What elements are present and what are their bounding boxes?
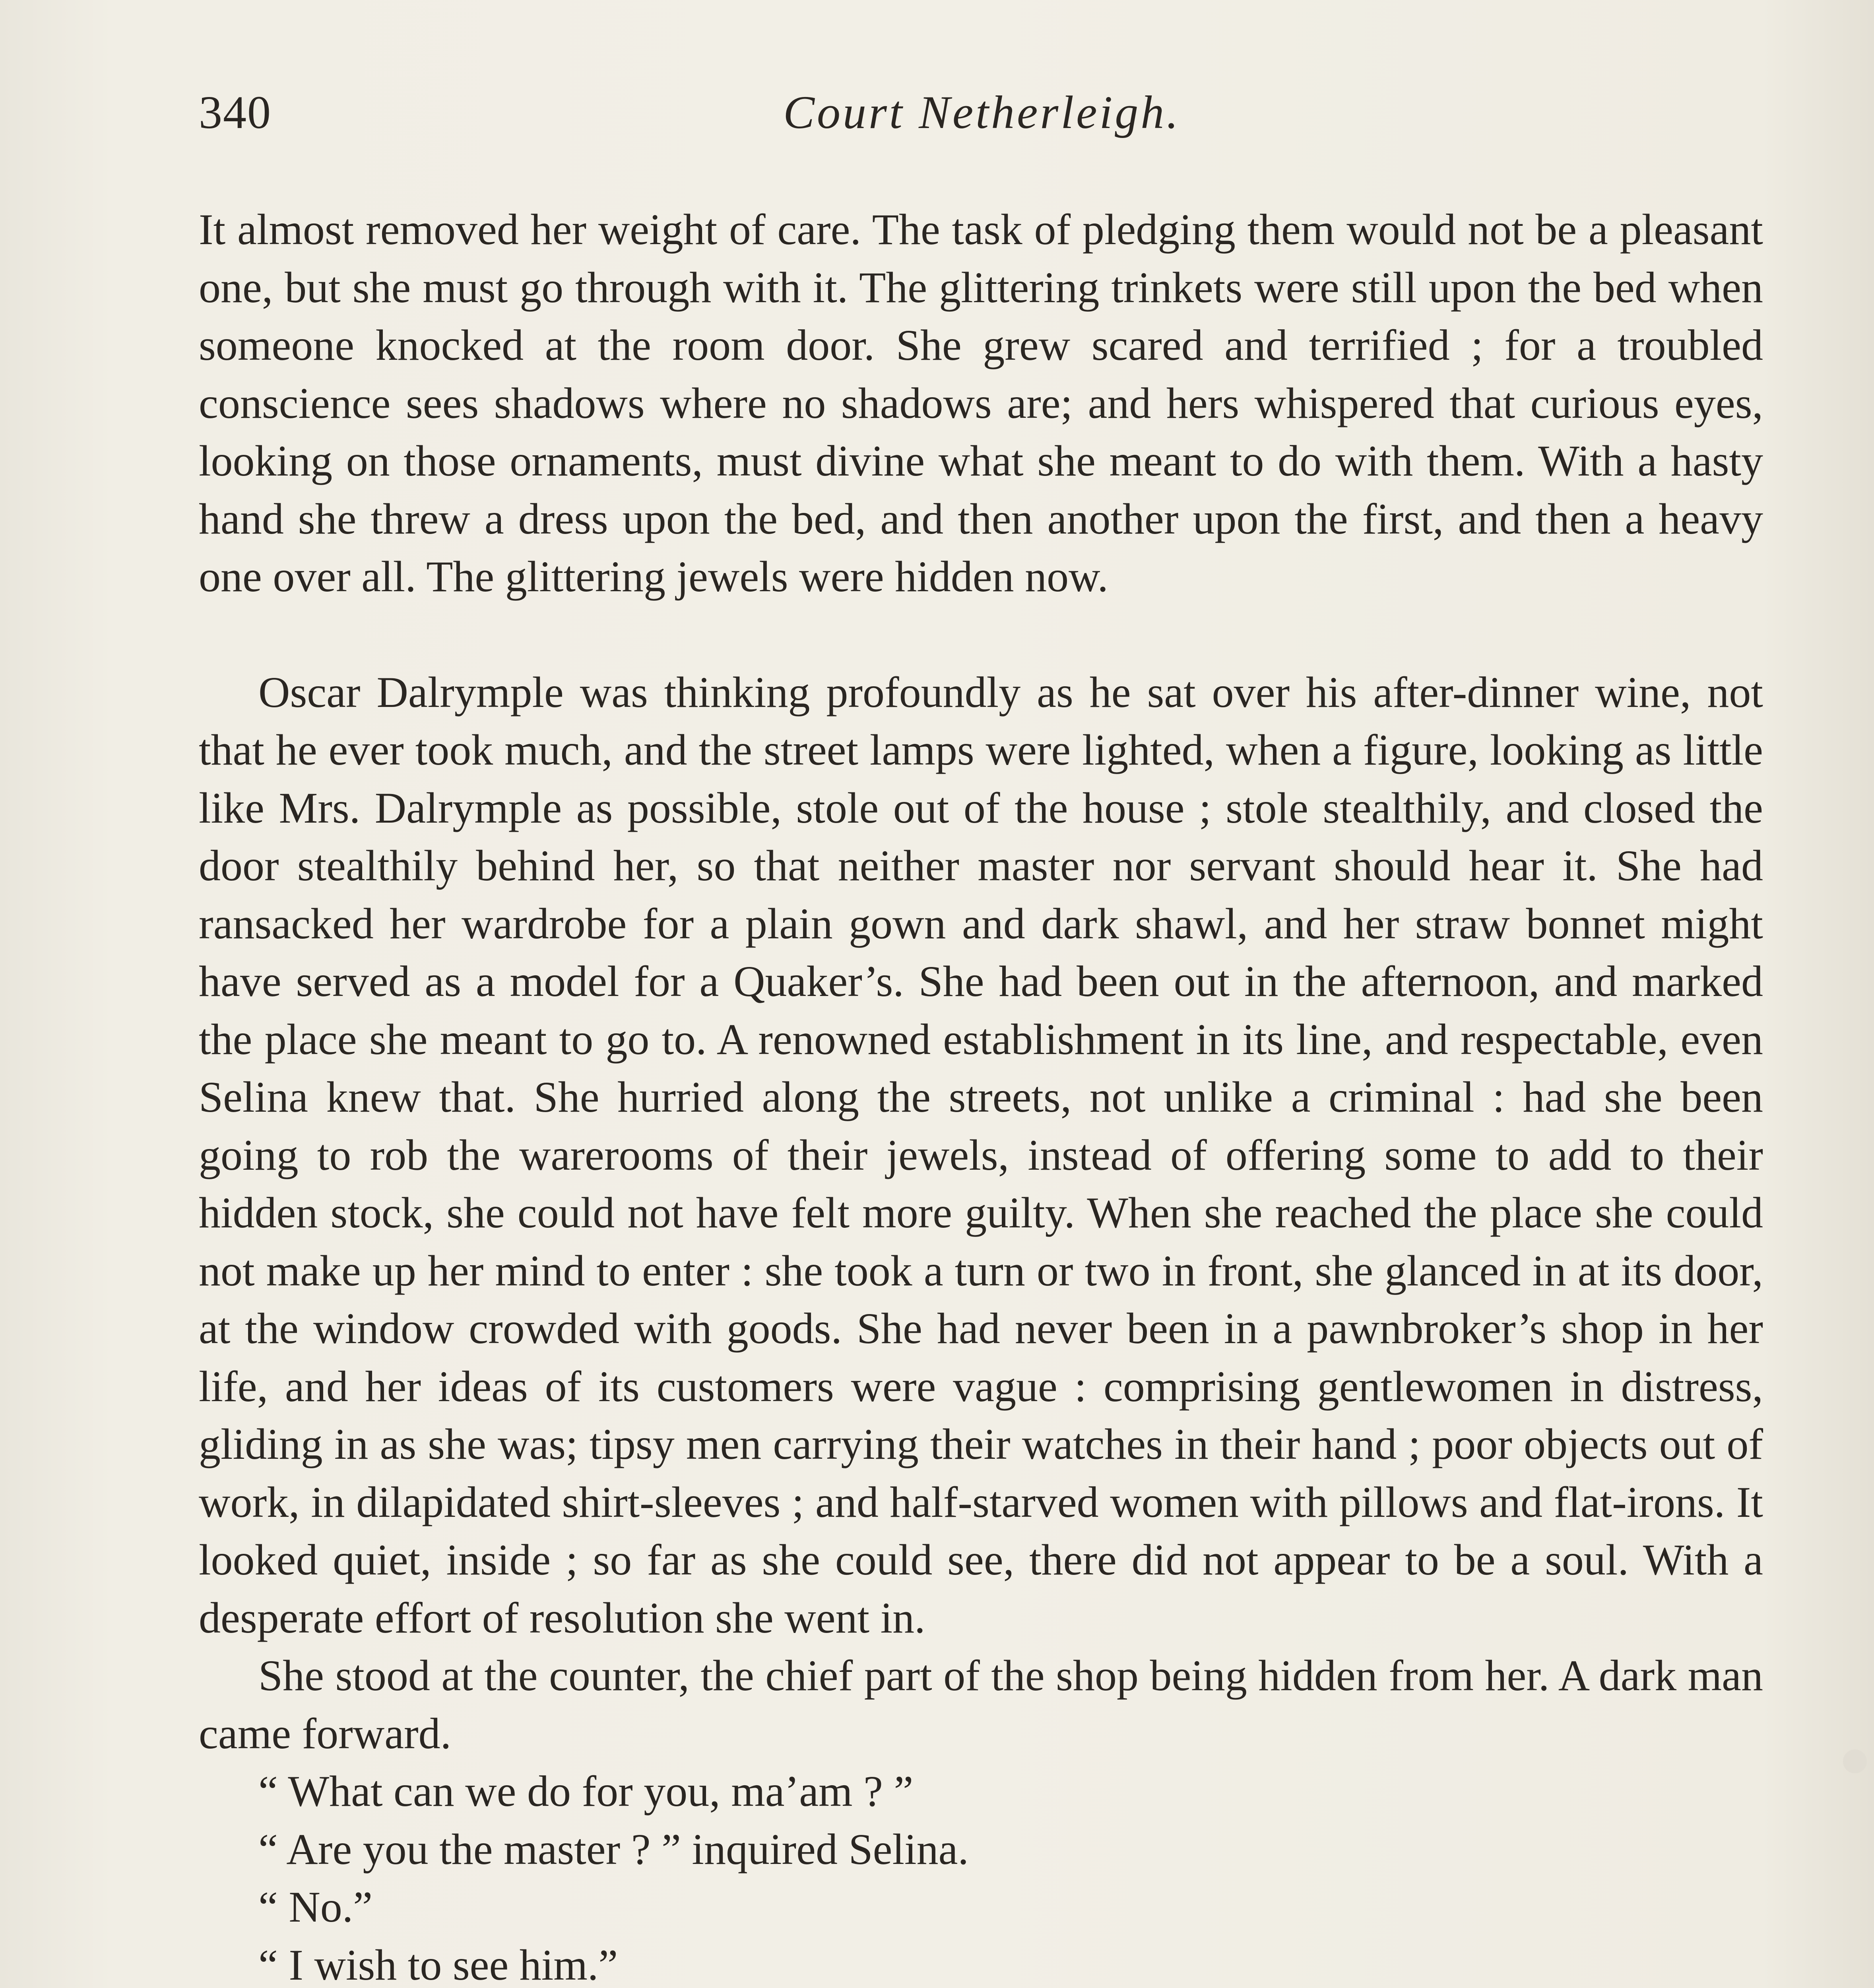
running-head: Court Netherleigh. bbox=[783, 86, 1181, 138]
page-header bbox=[199, 85, 1765, 149]
dialogue-line: “ I wish to see him.” bbox=[258, 1940, 618, 1988]
page-number: 340 bbox=[199, 86, 272, 138]
dialogue-line: “ Are you the master ? ” inquired Selina. bbox=[258, 1825, 969, 1873]
paragraph: It almost removed her weight of care. The task of pledging them would not be a pleasant one, but she must go through with it. The glittering trinkets were still upon the bed when someone knocked at the room door. She grew scared and terrified ; for a troubled conscience sees shadows where no shadows are; and hers whispered that curious eyes, looking on those ornaments, must divine what she meant to do with them. With a hasty hand she threw a dress upon the bed, and then another upon the first, and then a heavy one over all. The glittering jewels were hidden now. bbox=[199, 205, 1763, 601]
paragraph: She stood at the counter, the chief part of the shop being hidden from her. A dark man came forward. bbox=[199, 1651, 1763, 1758]
dialogue-line: “ What can we do for you, ma’am ? ” bbox=[258, 1767, 914, 1815]
paragraph: Oscar Dalrymple was thinking profoundly as he sat over his after-dinner wine, not that he ever took much, and the street lamps were lighted, when a figure, looking as little like Mrs. Dalrymple as possible, stole out of the house ; stole stealthily, and closed the door stealthily behind her, so that neither master nor servant should hear it. She had ransacked her wardrobe for a plain gown and dark shawl, and her straw bonnet might have served as a model for a Quaker’s. She had been out in the afternoon, and marked the place she meant to go to. A renowned establishment in its line, and respectable, even Selina knew that. She hurried along the streets, not unlike a criminal : had she been going to rob the warerooms of their jewels, instead of offering some to add to their hidden stock, she could not have felt more guilty. When she reached the place she could not make up her mind to enter : she took a turn or two in front, she glanced in at its door, at the window crowded with goods. She had never been in a pawnbroker’s shop in her life, and her ideas of its customers were vague : comprising gentlewomen in distress, gliding in as she was; tipsy men carrying their watches in their hand ; poor objects out of work, in dilapidated shirt-sleeves ; and half-starved women with pillows and flat-irons. It looked quiet, inside ; so far as she could see, there did not appear to be a soul. With a desperate effort of resolution she went in. bbox=[199, 668, 1763, 1642]
body-text bbox=[199, 201, 1763, 1988]
page-edge-blemish bbox=[1843, 1749, 1867, 1773]
dialogue-line: “ No.” bbox=[258, 1883, 373, 1931]
